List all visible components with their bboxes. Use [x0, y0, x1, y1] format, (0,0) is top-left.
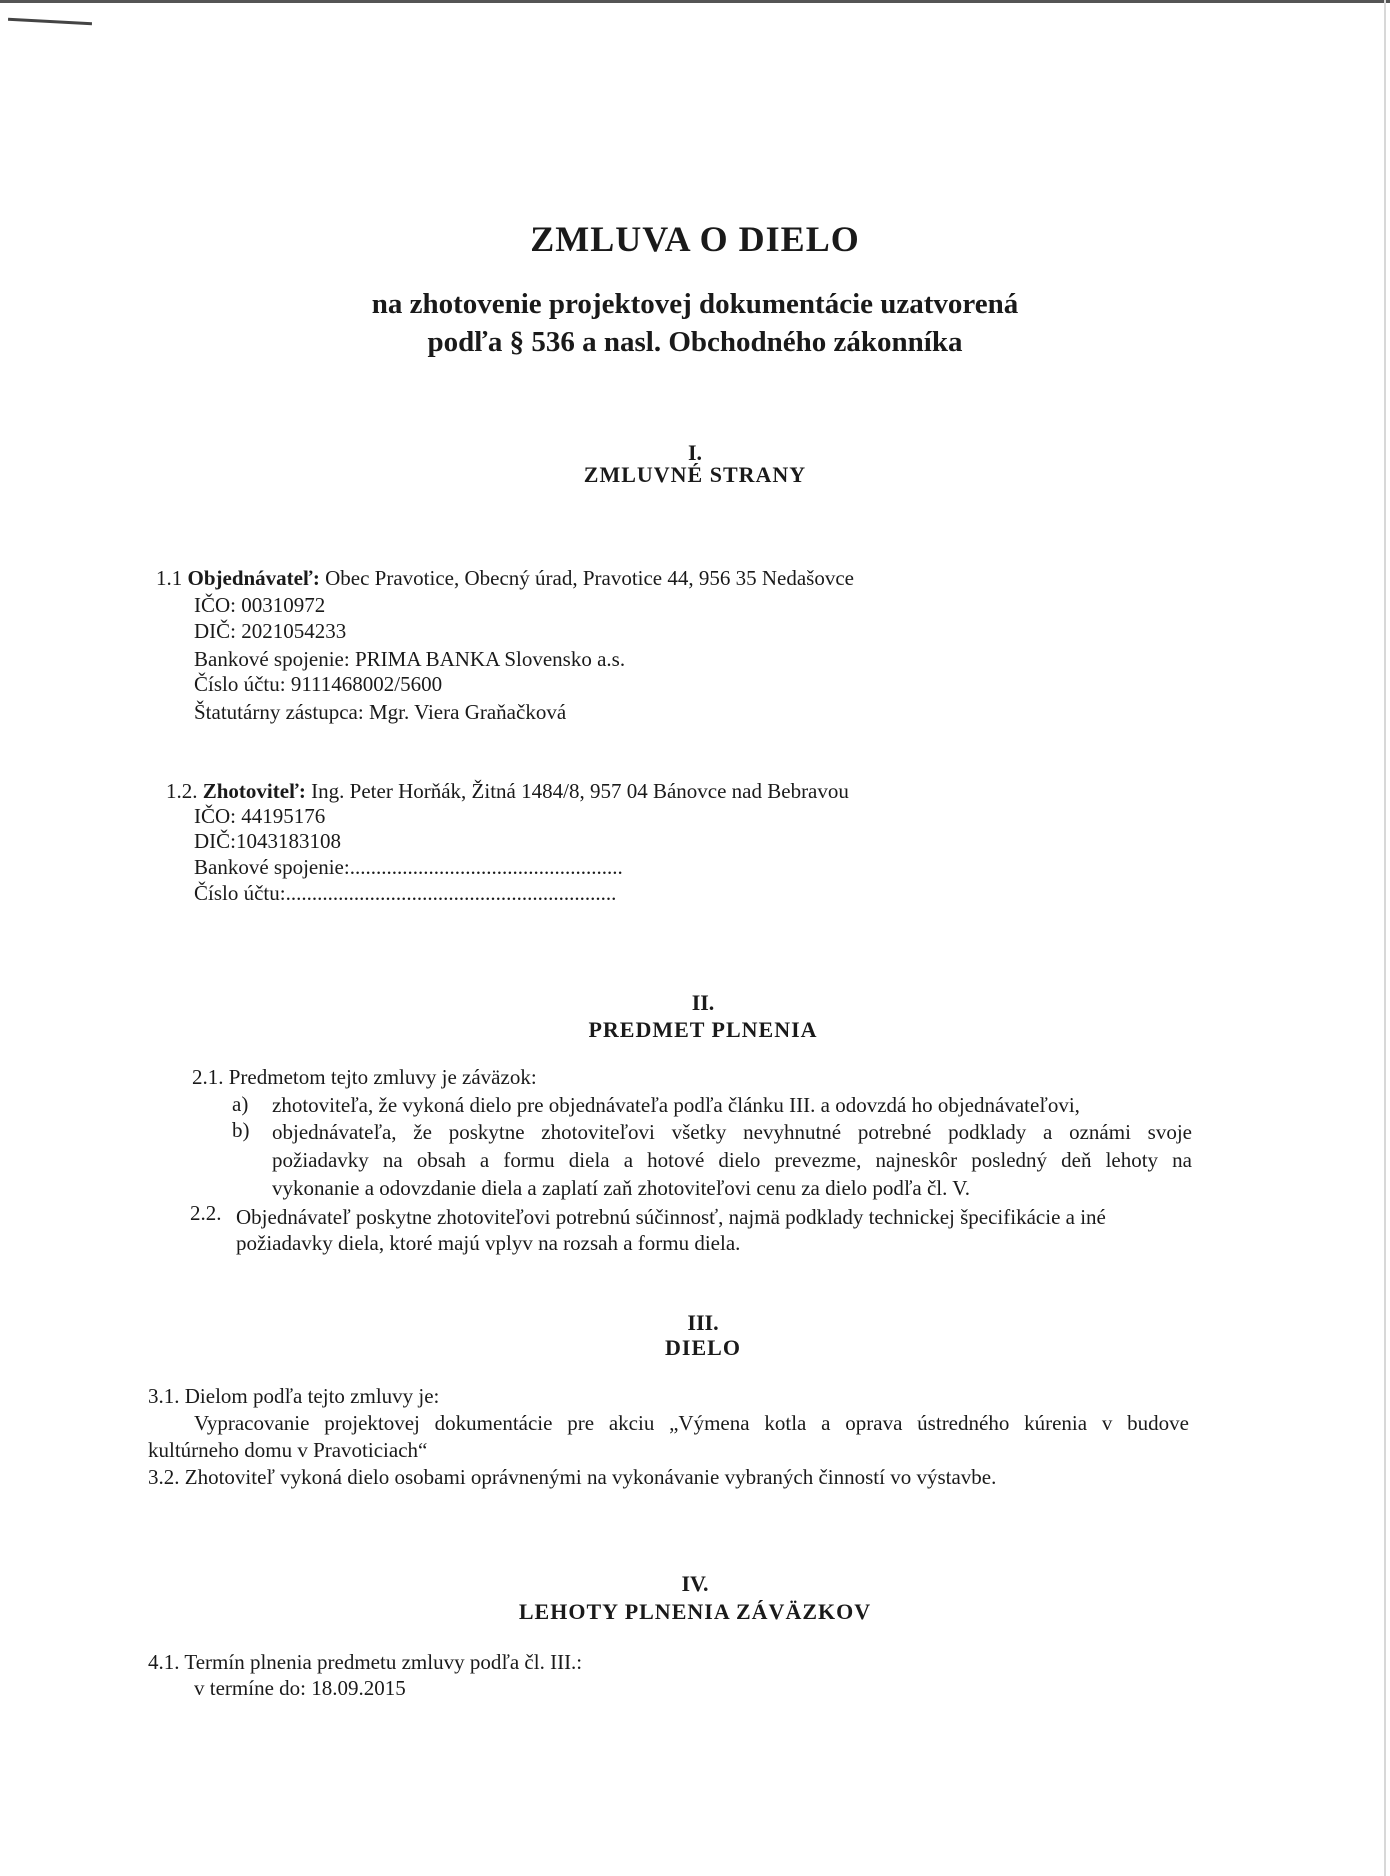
clause-2-2-number: 2.2. [190, 1201, 222, 1225]
clause-4-1: 4.1. Termín plnenia predmetu zmluvy podľa čl. III.: [148, 1650, 583, 1674]
section-4-heading: LEHOTY PLNENIA ZÁVÄZKOV [518, 1599, 872, 1624]
client-ico: IČO: 00310972 [194, 593, 326, 617]
clause-2-1: 2.1. Predmetom tejto zmluvy je záväzok: [192, 1065, 537, 1089]
clause-2-1-b-line3: vykonanie a odovzdanie diela a zaplatí zaň zhotoviteľovi cenu za dielo podľa čl. V. [272, 1176, 970, 1200]
clause-1-2-number: 1.2. [166, 779, 198, 803]
clause-2-2-line2: požiadavky diela, ktoré majú vplyv na rozsah a formu diela. [236, 1231, 741, 1255]
clause-4-1-deadline: v termíne do: 18.09.2015 [194, 1676, 406, 1700]
clause-2-1-a: zhotoviteľa, že vykoná dielo pre objednávateľa podľa článku III. a odovzdá ho objednávateľovi, [272, 1093, 1080, 1117]
contractor-dic: DIČ:1043183108 [194, 829, 341, 853]
clause-3-1-line2: Vypracovanie projektovej dokumentácie pre akciu „Výmena kotla a oprava ústredného kúrenia v budove [194, 1411, 1189, 1435]
clause-3-2: 3.2. Zhotoviteľ vykoná dielo osobami oprávnenými na vykonávanie vybraných činností vo výstavbe. [148, 1465, 997, 1489]
clause-1-1-text: Obec Pravotice, Obecný úrad, Pravotice 44, 956 35 Nedašovce [325, 566, 855, 590]
client-account: Číslo účtu: 9111468002/5600 [194, 672, 443, 696]
clause-3-1: 3.1. Dielom podľa tejto zmluvy je: [148, 1384, 440, 1408]
clause-1-1-number: 1.1 [156, 566, 183, 590]
section-3-number: III. [687, 1310, 719, 1335]
section-3-heading: DIELO [665, 1335, 741, 1360]
scan-mark [8, 18, 92, 25]
section-4-number: IV. [681, 1571, 709, 1596]
clause-2-1-b-line1: objednávateľa, že poskytne zhotoviteľovi všetky nevyhnutné potrebné podklady a oznámi svoje [272, 1120, 1192, 1144]
section-2-number: II. [691, 990, 715, 1015]
list-marker-b: b) [232, 1118, 250, 1142]
client-representative: Štatutárny zástupca: Mgr. Viera Graňačková [194, 700, 567, 724]
clause-1-2-text: Ing. Peter Horňák, Žitná 1484/8, 957 04 Bánovce nad Bebravou [311, 779, 849, 803]
clause-1-1-label: Objednávateľ: [187, 566, 320, 590]
clause-2-2-line1: Objednávateľ poskytne zhotoviteľovi potrebnú súčinnosť, najmä podklady technickej špecifikácie a iné [236, 1205, 1106, 1229]
contractor-bank: Bankové spojenie:.................................................... [194, 855, 623, 879]
section-1-number: I. [687, 440, 703, 465]
clause-1-1 [156, 566, 854, 591]
contractor-account: Číslo účtu:............................................................... [194, 881, 617, 905]
clause-1-2-label: Zhotoviteľ: [202, 779, 306, 803]
document-title: ZMLUVA O DIELO [530, 219, 860, 259]
clause-2-1-b-line2: požiadavky na obsah a formu diela a hotové dielo prevezme, najneskôr posledný deň lehoty na [272, 1148, 1192, 1172]
clause-3-1-line3: kultúrneho domu v Pravoticiach“ [148, 1438, 428, 1462]
document-subtitle-line1: na zhotovenie projektovej dokumentácie uzatvorená [371, 288, 1019, 320]
section-2-heading: PREDMET PLNENIA [588, 1017, 818, 1042]
client-bank: Bankové spojenie: PRIMA BANKA Slovensko a.s. [194, 647, 626, 671]
scan-top-edge [0, 0, 1390, 3]
list-marker-a: a) [232, 1092, 249, 1116]
document-subtitle-line2: podľa § 536 a nasl. Obchodného zákonníka [427, 326, 963, 358]
clause-1-2 [166, 779, 849, 804]
contractor-ico: IČO: 44195176 [194, 804, 326, 828]
section-1-heading: ZMLUVNÉ STRANY [583, 462, 807, 487]
client-dic: DIČ: 2021054233 [194, 619, 347, 643]
